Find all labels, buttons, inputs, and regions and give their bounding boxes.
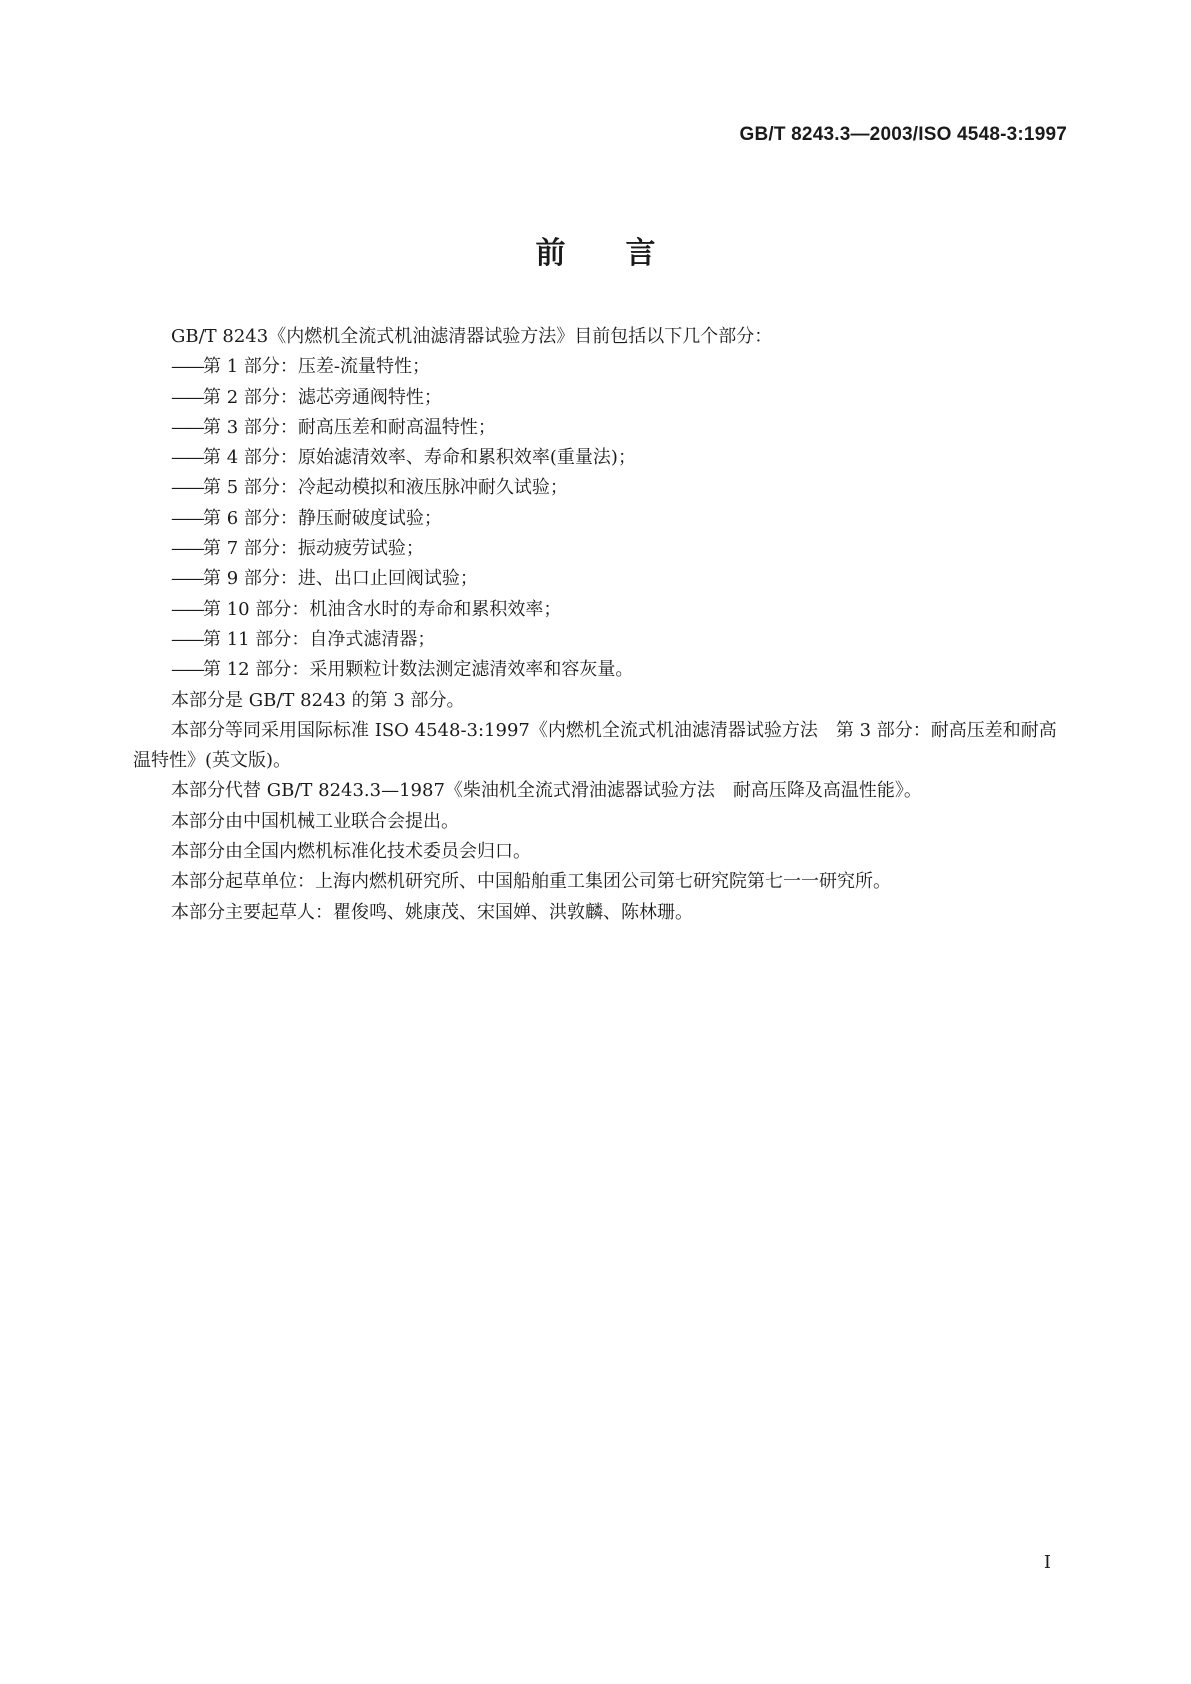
list-item-text: 第 1 部分：压差-流量特性； [203,356,430,378]
list-item-text: 第 4 部分：原始滤清效率、寿命和累积效率(重量法)； [203,447,636,469]
list-item-text: 第 9 部分：进、出口止回阀试验； [203,568,478,590]
parts-list [133,352,1065,685]
list-item-text: 第 5 部分：冷起动模拟和液压脉冲耐久试验； [203,477,568,499]
list-item [133,504,1065,534]
intro-paragraph: GB/T 8243《内燃机全流式机油滤清器试验方法》目前包括以下几个部分： [171,326,773,347]
list-dash: —— [171,538,203,560]
list-item-text: 第 10 部分：机油含水时的寿命和累积效率； [203,598,562,620]
proposed-by-paragraph: 本部分由中国机械工业联合会提出。 [171,810,459,832]
list-item-text: 第 2 部分：滤芯旁通阀特性； [203,386,442,408]
list-item [133,443,1065,473]
list-dash: —— [171,477,203,499]
list-item [133,352,1065,382]
standard-number-header: GB/T 8243.3—2003/ISO 4548-3:1997 [739,124,1067,145]
list-dash: —— [171,386,203,408]
page-number: I [1043,1552,1051,1573]
list-item [133,413,1065,443]
drafting-units-paragraph: 本部分起草单位：上海内燃机研究所、中国船舶重工集团公司第七研究院第七一一研究所。 [171,871,891,893]
list-dash: —— [171,659,203,681]
list-item [133,564,1065,594]
foreword-body [133,322,1065,928]
list-item [133,595,1065,625]
list-item [133,473,1065,503]
list-item-text: 第 7 部分：振动疲劳试验； [203,538,424,560]
list-item-text: 第 11 部分：自净式滤清器； [203,628,436,650]
page-title: 前言 [535,236,716,271]
list-item [133,655,1065,685]
list-dash: —— [171,416,203,438]
list-item [133,534,1065,564]
adoption-paragraph: 本部分等同采用国际标准 ISO 4548-3:1997《内燃机全流式机油滤清器试验方法 第 3 部分：耐高压差和耐高温特性》(英文版)。 [133,719,1057,772]
drafters-paragraph: 本部分主要起草人：瞿俊鸣、姚康茂、宋国婵、洪敦麟、陈林珊。 [171,901,693,923]
list-item [133,383,1065,413]
list-dash: —— [171,356,203,378]
list-dash: —— [171,507,203,529]
list-item-text: 第 6 部分：静压耐破度试验； [203,507,442,529]
list-dash: —— [171,568,203,590]
list-item-text: 第 12 部分：采用颗粒计数法测定滤清效率和容灰量。 [203,659,634,681]
centralized-by-paragraph: 本部分由全国内燃机标准化技术委员会归口。 [171,841,531,863]
list-dash: —— [171,628,203,650]
list-dash: —— [171,598,203,620]
list-item-text: 第 3 部分：耐高压差和耐高温特性； [203,416,496,438]
list-item [133,625,1065,655]
part-of-paragraph: 本部分是 GB/T 8243 的第 3 部分。 [171,689,465,711]
list-dash: —— [171,447,203,469]
replaces-paragraph: 本部分代替 GB/T 8243.3—1987《柴油机全流式滑油滤器试验方法 耐高压降及高温性能》。 [171,780,922,802]
